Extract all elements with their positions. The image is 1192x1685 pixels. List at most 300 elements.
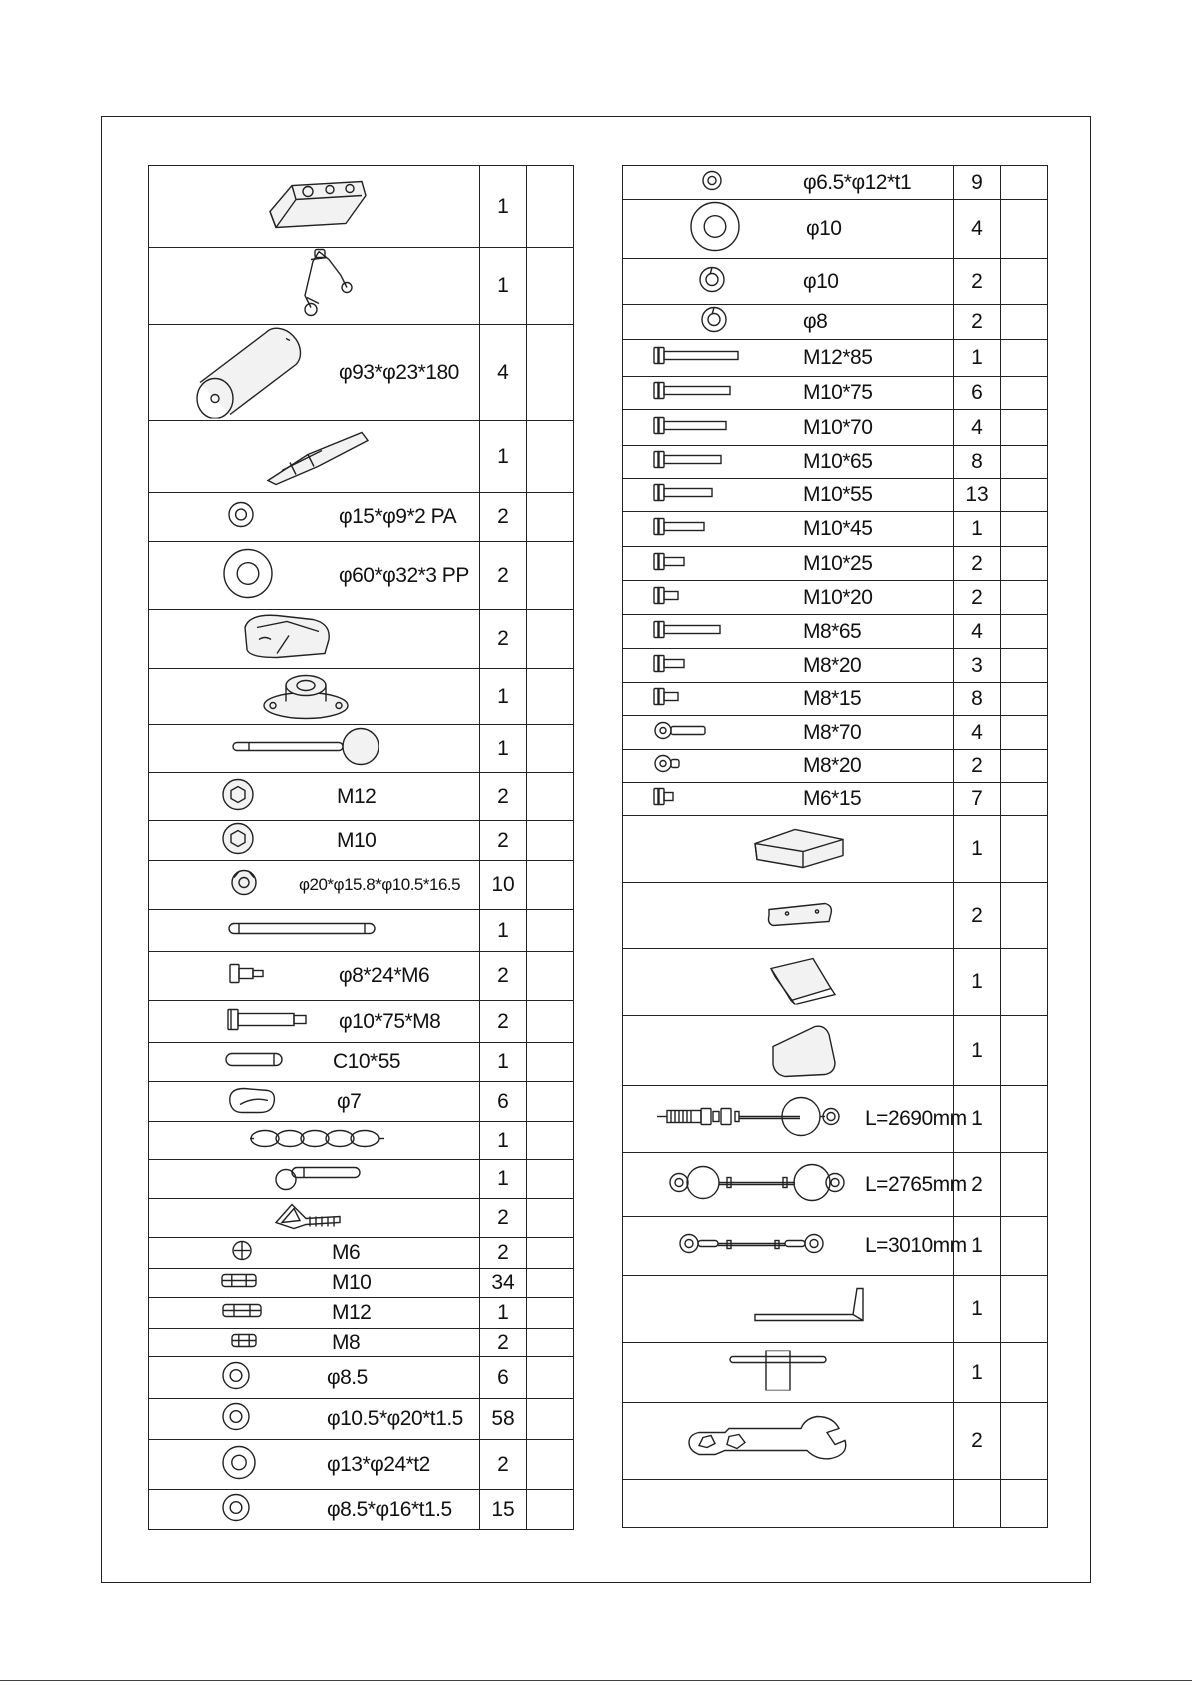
check-cell [527,1160,574,1199]
large-washer-icon [689,201,741,258]
part-row [149,669,574,725]
part-drawing-cell [149,1160,480,1199]
part-row [149,1199,574,1238]
part-row [623,1217,1048,1276]
part-drawing-cell [149,861,480,910]
part-spec: M10*45 [803,517,873,540]
lock-nut-icon [221,1272,257,1295]
socket-bolt-icon [653,754,681,779]
part-drawing-cell [623,1153,967,1217]
part-spec: M10*65 [803,450,873,473]
part-row [623,410,1048,446]
part-drawing-cell [149,1001,480,1043]
part-row [149,1298,574,1329]
check-cell [1001,1343,1048,1403]
part-quantity [954,1480,1001,1528]
part-spec: M10*70 [803,415,873,439]
part-spec: φ10 [806,217,842,240]
part-row [623,716,1048,750]
part-quantity: 2 [954,750,1001,783]
square-cap-icon [765,955,837,1010]
check-cell [1001,750,1048,783]
part-quantity: 2 [954,1403,1001,1480]
washer-icon [221,1444,257,1485]
part-drawing-cell [149,910,480,952]
check-cell [1001,1016,1048,1086]
part-quantity: 8 [954,683,1001,716]
part-spec: L=2765mm [865,1172,967,1196]
part-spec: φ7 [337,1089,362,1113]
part-quantity: 1 [480,910,527,952]
part-quantity: 2 [480,821,527,861]
part-drawing-cell [623,512,954,547]
part-row [623,200,1048,259]
part-row [149,1001,574,1043]
check-cell [527,1001,574,1043]
part-drawing-cell [149,493,480,542]
part-row [149,1160,574,1199]
part-drawing-cell [149,610,480,669]
part-spec: L=2690mm [865,1107,967,1130]
part-spec: M8 [332,1330,361,1354]
check-cell [527,910,574,952]
check-cell [527,421,574,493]
part-drawing-cell [149,1238,480,1269]
part-row [149,952,574,1001]
part-quantity: 1 [480,248,527,325]
part-spec: M6*15 [803,787,862,810]
cable-icon [655,1097,840,1142]
parts-list-left [148,165,574,1530]
part-spec: M8*65 [803,619,862,643]
check-cell [527,1238,574,1269]
part-drawing-cell [149,325,480,421]
part-spec: C10*55 [333,1050,401,1073]
part-drawing-cell [623,615,954,649]
part-spec: M10 [337,828,377,852]
hex-bolt-icon [653,787,676,812]
spring-washer-icon [699,305,729,340]
part-quantity: 2 [954,581,1001,615]
check-cell [527,1122,574,1160]
check-cell [1001,305,1048,340]
check-cell [1001,410,1048,446]
check-cell [1001,446,1048,479]
lever-pin-icon [289,248,359,325]
part-row [149,325,574,421]
part-spec: φ8 [803,310,828,333]
part-drawing-cell [149,1298,480,1329]
check-cell [1001,581,1048,615]
foot-cap-icon [237,610,337,669]
cap-nut-icon [221,777,255,816]
check-cell [527,773,574,821]
part-drawing-cell [623,1086,967,1153]
part-drawing-cell [623,883,954,949]
check-cell [527,669,574,725]
part-row [149,1122,574,1160]
part-spec: M6 [332,1241,361,1264]
spanner-icon [685,1415,875,1468]
part-quantity: 9 [954,166,1001,200]
part-quantity: 6 [480,1082,527,1122]
part-quantity: 6 [480,1357,527,1399]
part-drawing-cell [623,1480,954,1528]
part-quantity: 4 [954,716,1001,750]
part-quantity: 1 [954,1276,1001,1343]
part-row [149,1440,574,1490]
part-row [623,1016,1048,1086]
part-row [149,1043,574,1082]
cable-icon [677,1229,827,1264]
part-quantity: 34 [480,1269,527,1298]
part-row [623,615,1048,649]
check-cell [1001,1086,1048,1153]
check-cell [527,1269,574,1298]
part-quantity: 2 [480,1238,527,1269]
part-row [623,1343,1048,1403]
cap-nut-icon [221,821,255,860]
part-row [149,1329,574,1357]
check-cell [1001,1480,1048,1528]
part-spec: φ93*φ23*180 [339,360,459,384]
part-quantity: 1 [480,166,527,248]
part-drawing-cell [149,821,480,861]
part-drawing-cell [623,1403,954,1480]
hex-bolt-icon [653,585,681,610]
part-quantity: 1 [954,1086,1001,1153]
part-quantity: 3 [954,649,1001,683]
page-footer-rule [0,1680,1192,1681]
part-row [623,1403,1048,1480]
part-quantity: 10 [480,861,527,910]
part-quantity: 13 [954,479,1001,512]
check-cell [527,542,574,610]
check-cell [1001,615,1048,649]
part-drawing-cell [149,248,480,325]
part-spec: M8*70 [803,720,862,744]
part-row [149,493,574,542]
snap-hook-icon [224,1082,278,1121]
part-drawing-cell [623,200,954,259]
part-spec: M12 [337,784,377,808]
check-cell [527,1399,574,1440]
part-quantity: 1 [954,949,1001,1016]
part-drawing-cell [623,479,954,512]
part-row [623,1480,1048,1528]
part-drawing-cell [149,1043,480,1082]
part-row [149,821,574,861]
part-drawing-cell [623,683,954,716]
part-drawing-cell [149,542,480,610]
part-drawing-cell [623,305,954,340]
part-spec: φ20*φ15.8*φ10.5*16.5 [299,875,461,894]
part-row [149,248,574,325]
handle-strap-icon [272,1201,344,1236]
part-row [149,910,574,952]
part-row [149,725,574,773]
part-quantity: 2 [480,542,527,610]
chain-icon [249,1127,385,1154]
check-cell [1001,166,1048,200]
part-drawing-cell [149,166,480,248]
check-cell [527,1357,574,1399]
flange-collar-icon [261,667,351,726]
part-quantity: 2 [954,259,1001,305]
check-cell [527,1199,574,1238]
part-row [623,783,1048,816]
check-cell [527,248,574,325]
part-quantity: 2 [480,952,527,1001]
check-cell [527,861,574,910]
shoulder-bolt-icon [229,963,267,990]
check-cell [527,610,574,669]
check-cell [1001,547,1048,581]
part-drawing-cell [623,816,954,883]
washer-icon [701,169,723,196]
part-drawing-cell [623,581,954,615]
part-quantity: 2 [480,1329,527,1357]
part-spec: L=3010mm [865,1234,967,1257]
hex-bolt-icon [653,653,687,678]
check-cell [1001,883,1048,949]
washer-icon [221,1402,251,1437]
part-quantity: 1 [480,421,527,493]
part-quantity: 4 [954,200,1001,259]
part-row [623,340,1048,377]
part-spec: M10*75 [803,381,873,404]
hex-bolt-icon [653,483,715,508]
part-quantity: 2 [954,547,1001,581]
check-cell [1001,512,1048,547]
part-quantity: 1 [954,340,1001,377]
part-row [149,861,574,910]
check-cell [527,1298,574,1329]
part-row [149,1357,574,1399]
hex-bolt-icon [653,346,741,371]
part-row [623,547,1048,581]
part-spec: M10*55 [803,483,873,506]
part-spec: φ10.5*φ20*t1.5 [327,1407,463,1430]
check-cell [1001,479,1048,512]
part-drawing-cell [623,949,954,1016]
part-row [623,1276,1048,1343]
part-spec: M10*20 [803,585,873,609]
part-quantity: 2 [954,305,1001,340]
part-drawing-cell [149,725,480,773]
check-cell [1001,1276,1048,1343]
end-cap-icon [262,171,372,242]
pop-pin-icon [274,1162,362,1197]
part-quantity: 1 [480,1122,527,1160]
part-quantity: 1 [954,1217,1001,1276]
part-row [623,377,1048,410]
part-spec: φ10 [803,269,839,293]
part-quantity: 6 [954,377,1001,410]
part-quantity: 2 [480,1199,527,1238]
check-cell [527,1329,574,1357]
part-drawing-cell [149,1329,480,1357]
part-drawing-cell [623,410,954,446]
washer-icon [221,1492,251,1527]
check-cell [1001,1217,1048,1276]
bushing-icon [229,868,259,903]
part-row [623,883,1048,949]
bracket-plate-icon [262,422,372,491]
part-drawing-cell [623,446,954,479]
hex-bolt-icon [653,450,724,475]
pin-icon [224,1052,284,1073]
part-quantity: 2 [480,773,527,821]
check-cell [527,1490,574,1530]
part-row [149,1082,574,1122]
part-quantity: 8 [954,446,1001,479]
part-row [623,649,1048,683]
part-spec: φ8.5 [327,1365,368,1389]
lock-nut-icon [222,1302,262,1325]
part-drawing-cell [149,669,480,725]
part-drawing-cell [623,259,954,305]
parts-list-right [622,165,1048,1528]
square-cap-icon [767,1018,839,1083]
check-cell [1001,200,1048,259]
part-row [623,816,1048,883]
part-drawing-cell [623,547,954,581]
part-drawing-cell [623,340,954,377]
part-row [149,1238,574,1269]
shoulder-bolt-icon [227,1008,309,1035]
part-quantity: 1 [480,1160,527,1199]
part-quantity: 7 [954,783,1001,816]
washer-icon [221,1360,251,1395]
part-drawing-cell [623,377,954,410]
check-cell [527,821,574,861]
part-spec: M10*25 [803,551,873,575]
part-drawing-cell [149,421,480,493]
check-cell [1001,683,1048,716]
part-quantity: 2 [480,493,527,542]
part-drawing-cell [623,1343,954,1403]
check-cell [1001,259,1048,305]
part-row [623,1086,1048,1153]
part-drawing-cell [623,750,954,783]
part-row [149,773,574,821]
part-row [149,542,574,610]
part-drawing-cell [623,649,954,683]
part-quantity: 2 [480,1440,527,1490]
part-row [623,166,1048,200]
check-cell [527,725,574,773]
part-quantity: 15 [480,1490,527,1530]
allen-key-icon [753,1285,873,1334]
part-row [149,421,574,493]
part-drawing-cell [149,952,480,1001]
part-spec: φ8.5*φ16*t1.5 [327,1497,452,1521]
check-cell [527,1082,574,1122]
hex-bolt-icon [653,517,707,542]
part-row [623,305,1048,340]
part-quantity: 1 [954,816,1001,883]
part-quantity: 1 [954,1016,1001,1086]
check-cell [1001,1403,1048,1480]
check-cell [1001,949,1048,1016]
check-cell [527,1043,574,1082]
part-spec: M12 [332,1301,372,1324]
check-cell [1001,649,1048,683]
check-cell [1001,783,1048,816]
t-wrench-icon [728,1350,828,1395]
flat-cap-icon [765,899,835,932]
part-row [623,581,1048,615]
hex-bolt-icon [653,687,681,712]
check-cell [1001,716,1048,750]
part-row [149,1399,574,1440]
part-quantity: 1 [480,725,527,773]
part-spec: φ60*φ32*3 PP [339,563,469,587]
small-washer-icon [227,501,255,534]
part-row [623,1153,1048,1217]
part-drawing-cell [623,166,954,200]
hex-nut-icon [231,1240,253,1267]
part-drawing-cell [149,1490,480,1530]
check-cell [527,1440,574,1490]
hex-bolt-icon [653,415,729,440]
check-cell [1001,377,1048,410]
part-row [623,479,1048,512]
check-cell [1001,1153,1048,1217]
lock-nut-icon [231,1331,257,1354]
part-drawing-cell [149,1399,480,1440]
part-drawing-cell [149,1440,480,1490]
part-spec: M8*20 [803,653,862,677]
spring-washer-icon [697,264,727,299]
part-quantity: 1 [480,669,527,725]
check-cell [1001,816,1048,883]
part-quantity: 1 [954,512,1001,547]
part-quantity: 1 [954,1343,1001,1403]
part-spec: φ15*φ9*2 PA [339,505,457,528]
part-row [623,259,1048,305]
hex-bolt-icon [653,551,687,576]
part-row [623,949,1048,1016]
part-quantity: 2 [954,1153,1001,1217]
part-row [149,1269,574,1298]
part-spec: φ6.5*φ12*t1 [803,170,912,194]
part-quantity: 4 [480,325,527,421]
shaft-icon [227,921,377,940]
part-drawing-cell [149,773,480,821]
check-cell [527,325,574,421]
socket-bolt-icon [653,720,707,745]
square-cap-icon [751,824,847,875]
part-row [623,750,1048,783]
part-row [149,166,574,248]
part-row [623,512,1048,547]
part-row [623,683,1048,716]
part-drawing-cell [623,783,954,816]
part-drawing-cell [149,1357,480,1399]
part-spec: φ10*75*M8 [339,1009,441,1033]
part-quantity: 1 [480,1298,527,1329]
hex-bolt-icon [653,619,723,644]
part-spec: M8*15 [803,687,862,710]
part-drawing-cell [149,1199,480,1238]
part-drawing-cell [149,1122,480,1160]
part-drawing-cell [623,716,954,750]
part-quantity: 2 [480,610,527,669]
check-cell [1001,340,1048,377]
part-drawing-cell [149,1269,480,1298]
